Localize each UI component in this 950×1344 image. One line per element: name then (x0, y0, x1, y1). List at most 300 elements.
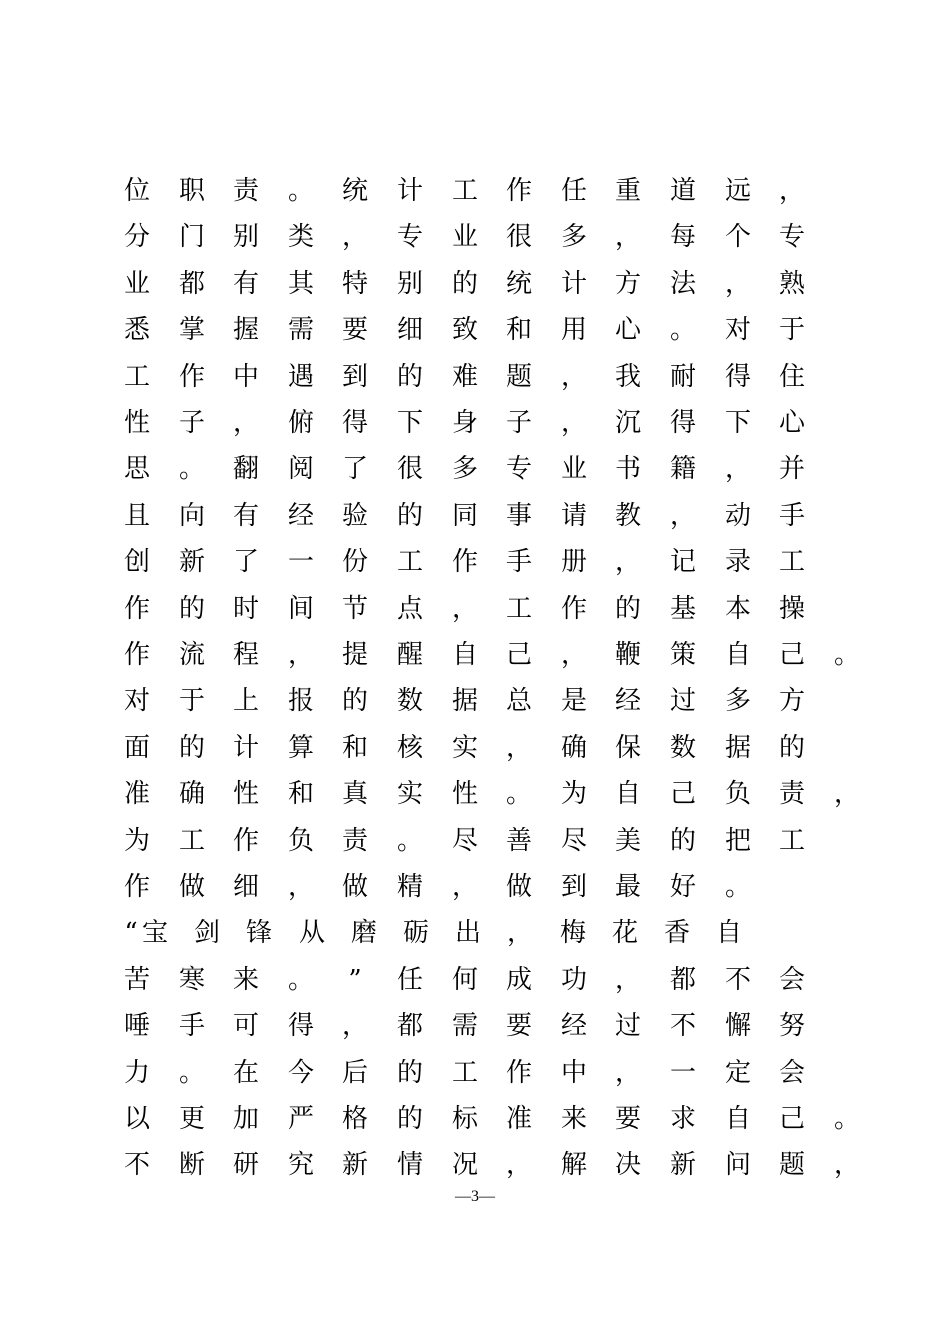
text-char: 确 (178, 779, 205, 809)
text-char: 功 (560, 965, 587, 995)
text-char: 美 (614, 826, 641, 856)
text-char: 问 (724, 1150, 751, 1180)
text-char: 性 (123, 408, 150, 438)
text-line (0, 307, 950, 353)
text-char: 作 (123, 640, 150, 670)
text-char: 和 (287, 779, 314, 809)
text-char: 需 (287, 315, 314, 345)
text-char: 别 (396, 269, 423, 299)
text-char: 性 (451, 779, 478, 809)
text-char: 经 (614, 686, 641, 716)
text-char: 作 (560, 594, 587, 624)
text-char: 验 (341, 501, 368, 531)
text-line (0, 864, 950, 910)
text-char: 的 (778, 733, 805, 763)
text-char: 我 (614, 362, 641, 392)
text-line (0, 586, 950, 632)
text-char: 数 (669, 733, 696, 763)
text-char: 工 (778, 826, 805, 856)
text-char: 和 (341, 733, 368, 763)
text-char: 的 (178, 733, 205, 763)
text-char: 求 (669, 1104, 696, 1134)
text-char: 得 (341, 408, 368, 438)
text-char: 计 (232, 733, 259, 763)
text-char: 何 (451, 965, 478, 995)
text-char: 遇 (287, 362, 314, 392)
text-char: 总 (505, 686, 532, 716)
text-char: 鞭 (614, 640, 641, 670)
text-line (0, 214, 950, 260)
text-char: 对 (123, 686, 150, 716)
text-char: 精 (396, 872, 423, 902)
text-char: 分 (123, 222, 150, 252)
text-char: 下 (724, 408, 751, 438)
text-char: 工 (178, 826, 205, 856)
text-char: 解 (560, 1150, 587, 1180)
text-char: 锋 (245, 918, 272, 948)
text-char: ， (614, 1058, 641, 1088)
text-char: ， (560, 408, 587, 438)
text-char: ， (451, 872, 478, 902)
text-char: 况 (451, 1150, 478, 1180)
text-char: 对 (724, 315, 751, 345)
text-char: 力 (123, 1058, 150, 1088)
text-char: 据 (724, 733, 751, 763)
text-char: ， (560, 640, 587, 670)
text-char: 不 (724, 965, 751, 995)
text-char: 任 (396, 965, 423, 995)
text-char: 难 (451, 362, 478, 392)
text-char: 新 (178, 547, 205, 577)
text-char: ， (614, 222, 641, 252)
text-char: 要 (341, 315, 368, 345)
text-char: 子 (505, 408, 532, 438)
text-char: 记 (669, 547, 696, 577)
text-char: 真 (341, 779, 368, 809)
text-line (0, 632, 950, 678)
text-char: 自 (451, 640, 478, 670)
text-char: 数 (396, 686, 423, 716)
text-char: 的 (178, 594, 205, 624)
text-char: 致 (451, 315, 478, 345)
text-char: 方 (778, 686, 805, 716)
text-line (0, 1096, 950, 1142)
text-char: 心 (614, 315, 641, 345)
text-char: 于 (178, 686, 205, 716)
text-char: 不 (669, 1011, 696, 1041)
text-char: 都 (669, 965, 696, 995)
text-char: 职 (178, 176, 205, 206)
text-char: 程 (232, 640, 259, 670)
text-char: ， (341, 222, 368, 252)
text-char: 把 (724, 826, 751, 856)
text-char: 创 (123, 547, 150, 577)
text-char: 。 (287, 965, 314, 995)
text-char: 作 (451, 547, 478, 577)
text-char: 努 (778, 1011, 805, 1041)
text-char: 手 (178, 1011, 205, 1041)
text-char: 的 (614, 594, 641, 624)
text-char: 准 (505, 1104, 532, 1134)
text-char: 子 (178, 408, 205, 438)
text-char: 多 (724, 686, 751, 716)
text-char: 每 (669, 222, 696, 252)
text-char: 作 (123, 872, 150, 902)
text-char: 法 (669, 269, 696, 299)
text-char: 计 (560, 269, 587, 299)
text-char: 责 (341, 826, 368, 856)
text-char: 方 (614, 269, 641, 299)
text-char: 。 (669, 315, 696, 345)
text-char: 作 (505, 1058, 532, 1088)
text-char: 统 (505, 269, 532, 299)
text-char: 为 (560, 779, 587, 809)
text-char: 己 (778, 640, 805, 670)
text-char: 专 (778, 222, 805, 252)
text-char: 身 (451, 408, 478, 438)
text-char: 的 (451, 269, 478, 299)
text-char: 操 (778, 594, 805, 624)
text-char: 今 (287, 1058, 314, 1088)
text-char: 过 (669, 686, 696, 716)
text-char: 类 (287, 222, 314, 252)
text-char: ， (505, 733, 532, 763)
text-char: 要 (614, 1104, 641, 1134)
text-char: 做 (505, 872, 532, 902)
text-char: 香 (663, 918, 690, 948)
text-char: 是 (560, 686, 587, 716)
text-char: 报 (287, 686, 314, 716)
text-char: 经 (287, 501, 314, 531)
text-char: 实 (451, 733, 478, 763)
text-char: 悉 (123, 315, 150, 345)
text-char: 计 (396, 176, 423, 206)
text-char: 统 (341, 176, 368, 206)
text-char: 沉 (614, 408, 641, 438)
text-char: 得 (669, 408, 696, 438)
text-line (0, 261, 950, 307)
text-char: 中 (232, 362, 259, 392)
text-char: 提 (341, 640, 368, 670)
text-line (0, 1142, 950, 1188)
text-char: 出 (454, 918, 481, 948)
text-char: 专 (396, 222, 423, 252)
text-line (0, 354, 950, 400)
text-char: 来 (560, 1104, 587, 1134)
text-char: 善 (505, 826, 532, 856)
text-line (0, 1050, 950, 1096)
text-char: 位 (123, 176, 150, 206)
text-char: 中 (560, 1058, 587, 1088)
text-char: 别 (232, 222, 259, 252)
text-line (0, 400, 950, 446)
text-char: 的 (396, 1058, 423, 1088)
text-char: 流 (178, 640, 205, 670)
text-char: 远 (724, 176, 751, 206)
text-char: 请 (560, 501, 587, 531)
text-char: ， (614, 547, 641, 577)
text-char: 不 (123, 1150, 150, 1180)
text-char: 自 (715, 918, 742, 948)
text-char: 特 (341, 269, 368, 299)
text-char: 最 (614, 872, 641, 902)
text-char: 了 (232, 547, 259, 577)
text-char: 阅 (287, 454, 314, 484)
text-char: 在 (232, 1058, 259, 1088)
text-char: 且 (123, 501, 150, 531)
text-char: 得 (724, 362, 751, 392)
text-char: 情 (396, 1150, 423, 1180)
text-char: 花 (611, 918, 638, 948)
text-char: 工 (778, 547, 805, 577)
text-char: ， (669, 501, 696, 531)
text-char: 面 (123, 733, 150, 763)
text-char: 要 (505, 1011, 532, 1041)
text-char: 好 (669, 872, 696, 902)
text-char: ， (287, 640, 314, 670)
text-char: ， (287, 872, 314, 902)
text-char: 从 (298, 918, 325, 948)
text-char: 于 (778, 315, 805, 345)
text-char: 新 (669, 1150, 696, 1180)
text-char: 责 (778, 779, 805, 809)
text-char: 工 (505, 594, 532, 624)
text-char: 录 (724, 547, 751, 577)
text-char: 确 (560, 733, 587, 763)
text-char: 题 (778, 1150, 805, 1180)
text-char: 的 (396, 501, 423, 531)
text-char: 懈 (724, 1011, 751, 1041)
text-char: 工 (396, 547, 423, 577)
text-char: 负 (287, 826, 314, 856)
text-char: 实 (396, 779, 423, 809)
text-char: 都 (178, 269, 205, 299)
page-number: —3— (455, 1188, 495, 1205)
text-char: 业 (123, 269, 150, 299)
text-char: 间 (287, 594, 314, 624)
text-char: 的 (396, 1104, 423, 1134)
text-char: 剑 (193, 918, 220, 948)
text-char: 定 (724, 1058, 751, 1088)
text-char: 算 (287, 733, 314, 763)
text-char: 册 (560, 547, 587, 577)
text-char: 俯 (287, 408, 314, 438)
text-char: 为 (123, 826, 150, 856)
text-char: 的 (341, 686, 368, 716)
text-char: 很 (505, 222, 532, 252)
text-char: 尽 (451, 826, 478, 856)
text-char: 细 (396, 315, 423, 345)
text-char: 籍 (669, 454, 696, 484)
text-char: 做 (178, 872, 205, 902)
text-char: 耐 (669, 362, 696, 392)
text-char: 会 (778, 965, 805, 995)
text-char: 作 (178, 362, 205, 392)
text-char: 的 (396, 362, 423, 392)
text-char: 。 (833, 640, 860, 670)
text-char: 醒 (396, 640, 423, 670)
text-char: 题 (505, 362, 532, 392)
text-char: 自 (614, 779, 641, 809)
text-line (0, 957, 950, 1003)
text-char: 砺 (402, 918, 429, 948)
text-char: ， (505, 1150, 532, 1180)
text-char: 准 (123, 779, 150, 809)
text-char: 到 (341, 362, 368, 392)
text-char: ， (341, 1011, 368, 1041)
text-char: 心 (778, 408, 805, 438)
text-line (0, 725, 950, 771)
text-char: 工 (451, 1058, 478, 1088)
text-char: 到 (560, 872, 587, 902)
text-char: 业 (451, 222, 478, 252)
text-char: 都 (396, 1011, 423, 1041)
text-char: 严 (287, 1104, 314, 1134)
text-char: ， (724, 454, 751, 484)
text-char: 基 (669, 594, 696, 624)
text-char: 时 (232, 594, 259, 624)
text-char: 教 (614, 501, 641, 531)
text-char: 动 (724, 501, 751, 531)
text-char: 需 (451, 1011, 478, 1041)
text-char: 核 (396, 733, 423, 763)
text-char: 新 (341, 1150, 368, 1180)
text-char: 保 (614, 733, 641, 763)
text-char: 工 (451, 176, 478, 206)
text-char: 后 (341, 1058, 368, 1088)
text-char: 经 (560, 1011, 587, 1041)
text-char: 来 (232, 965, 259, 995)
text-char: 本 (724, 594, 751, 624)
text-char: 加 (232, 1104, 259, 1134)
text-line (0, 818, 950, 864)
text-char: 更 (178, 1104, 205, 1134)
text-char: 作 (505, 176, 532, 206)
text-char: 可 (232, 1011, 259, 1041)
text-line (0, 678, 950, 724)
text-char: 。 (505, 779, 532, 809)
text-char: 自 (724, 640, 751, 670)
text-char: 得 (287, 1011, 314, 1041)
text-char: 一 (287, 547, 314, 577)
text-char: 点 (396, 594, 423, 624)
text-char: 上 (232, 686, 259, 716)
text-char: 成 (505, 965, 532, 995)
text-line (0, 446, 950, 492)
text-char: ， (724, 269, 751, 299)
text-char: 道 (669, 176, 696, 206)
text-char: 己 (505, 640, 532, 670)
text-char: 工 (123, 362, 150, 392)
text-char: 自 (724, 1104, 751, 1134)
text-line (0, 771, 950, 817)
text-char: 究 (287, 1150, 314, 1180)
text-char: 任 (560, 176, 587, 206)
text-char: ， (560, 362, 587, 392)
text-char: 很 (396, 454, 423, 484)
text-line (0, 168, 950, 214)
text-char: 苦 (123, 965, 150, 995)
text-char: 唾 (123, 1011, 150, 1041)
text-char: 细 (232, 872, 259, 902)
text-char: 会 (778, 1058, 805, 1088)
text-char: 作 (123, 594, 150, 624)
text-char: ， (232, 408, 259, 438)
text-char: 负 (724, 779, 751, 809)
text-char: 手 (505, 547, 532, 577)
text-char: ， (778, 176, 805, 206)
text-char: 断 (178, 1150, 205, 1180)
text-char: 一 (669, 1058, 696, 1088)
text-char: 做 (341, 872, 368, 902)
text-char: ” (348, 965, 362, 995)
text-char: 。 (724, 872, 751, 902)
text-char: 用 (560, 315, 587, 345)
text-char: ， (833, 1150, 860, 1180)
text-char: 梅 (559, 918, 586, 948)
text-char: 尽 (560, 826, 587, 856)
text-char: 门 (178, 222, 205, 252)
text-char: ， (833, 779, 860, 809)
text-char: 住 (778, 362, 805, 392)
text-char: 重 (614, 176, 641, 206)
text-char: 节 (341, 594, 368, 624)
text-char: 性 (232, 779, 259, 809)
text-char: 握 (232, 315, 259, 345)
text-char: 手 (778, 501, 805, 531)
text-char: 了 (341, 454, 368, 484)
text-char: 。 (396, 826, 423, 856)
text-char: ， (614, 965, 641, 995)
text-char: 份 (341, 547, 368, 577)
text-char: 作 (232, 826, 259, 856)
text-char: 并 (778, 454, 805, 484)
text-char: 。 (287, 176, 314, 206)
text-line (0, 1003, 950, 1049)
text-line (0, 910, 950, 956)
text-char: 有 (232, 269, 259, 299)
text-char: 掌 (178, 315, 205, 345)
text-char: 标 (451, 1104, 478, 1134)
text-char: 思 (123, 454, 150, 484)
text-char: 和 (505, 315, 532, 345)
text-char: 的 (669, 826, 696, 856)
text-char: 宝 (141, 918, 168, 948)
text-char: 过 (614, 1011, 641, 1041)
text-char: 多 (560, 222, 587, 252)
text-char: 书 (614, 454, 641, 484)
text-char: 格 (341, 1104, 368, 1134)
text-char: 业 (560, 454, 587, 484)
text-char: 。 (178, 1058, 205, 1088)
text-char: 研 (232, 1150, 259, 1180)
text-char: 以 (123, 1104, 150, 1134)
text-char: 个 (724, 222, 751, 252)
text-char: 己 (778, 1104, 805, 1134)
text-char: 磨 (350, 918, 377, 948)
text-char: 其 (287, 269, 314, 299)
text-char: 己 (669, 779, 696, 809)
text-char: ， (506, 918, 533, 948)
text-char: 翻 (232, 454, 259, 484)
text-char: ， (451, 594, 478, 624)
text-char: 专 (505, 454, 532, 484)
text-char: 责 (232, 176, 259, 206)
text-char: 事 (505, 501, 532, 531)
text-char: 有 (232, 501, 259, 531)
text-char: 决 (614, 1150, 641, 1180)
text-char: 同 (451, 501, 478, 531)
